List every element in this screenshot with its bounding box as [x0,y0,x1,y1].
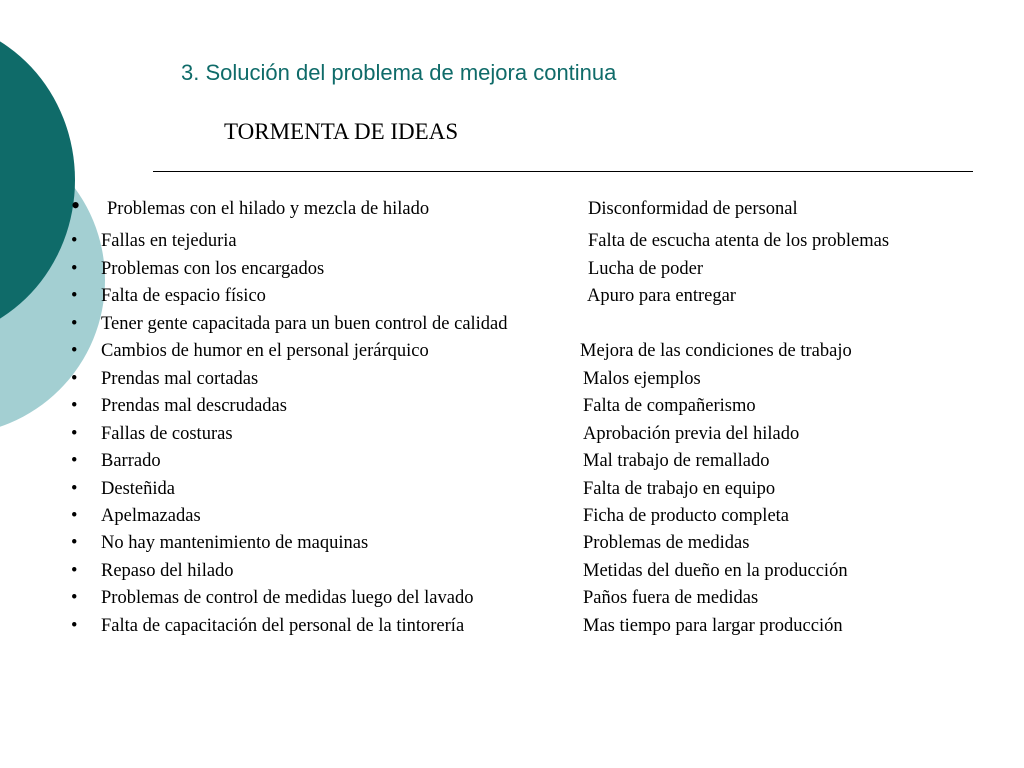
idea-right-text: Apuro para entregar [587,286,736,306]
slide-subtitle: TORMENTA DE IDEAS [224,119,459,144]
idea-left-text: Problemas de control de medidas luego del lavado [101,588,474,608]
bullet-icon: • [71,231,78,251]
bullet-icon: • [71,369,78,389]
idea-left-text: Prendas mal cortadas [101,369,259,389]
list-item [0,506,1024,533]
bullet-icon: • [71,424,78,444]
idea-right-text: Disconformidad de personal [588,199,798,219]
idea-right-text: Falta de trabajo en equipo [583,479,776,499]
bullet-icon: • [71,588,78,608]
bullet-icon: • [71,616,78,636]
idea-left-text: Apelmazadas [101,506,201,526]
idea-right-text: Mejora de las condiciones de trabajo [580,341,852,361]
idea-left-text: Prendas mal descrudadas [101,396,287,416]
idea-left-text: Problemas con el hilado y mezcla de hilado [107,199,430,219]
list-item [0,286,1024,313]
idea-left-text: Repaso del hilado [101,561,234,581]
list-item [0,616,1024,643]
bullet-icon: • [71,259,78,279]
list-item [0,231,1024,258]
idea-left-text: Desteñida [101,479,175,499]
list-item [0,191,1024,226]
idea-right-text: Ficha de producto completa [583,506,790,526]
idea-left-text: Fallas en tejeduria [101,231,237,251]
idea-right-text: Falta de escucha atenta de los problemas [588,231,890,251]
idea-left-text: Fallas de costuras [101,424,233,444]
bullet-icon: • [71,341,78,361]
idea-right-text: Falta de compañerismo [583,396,756,416]
bullet-icon: • [71,506,78,526]
idea-left-text: Falta de espacio físico [101,286,266,306]
idea-left-text: Falta de capacitación del personal de la tintorería [101,616,465,636]
idea-right-text: Lucha de poder [588,259,704,279]
idea-right-text: Aprobación previa del hilado [583,424,800,444]
bullet-icon: • [71,286,78,306]
idea-left-text: Problemas con los encargados [101,259,325,279]
list-item [0,588,1024,615]
list-item [0,479,1024,506]
list-item [0,396,1024,423]
list-item [0,424,1024,451]
bullet-icon: • [71,479,78,499]
bullet-icon: • [71,314,78,334]
idea-right-text: Mal trabajo de remallado [583,451,770,471]
bullet-icon: • [71,451,78,471]
horizontal-divider [153,171,973,172]
idea-left-text: Barrado [101,451,161,471]
list-item [0,451,1024,478]
idea-right-text: Paños fuera de medidas [583,588,759,608]
list-item [0,314,1024,341]
bullet-icon: • [71,533,78,553]
list-item [0,561,1024,588]
idea-right-text: Mas tiempo para largar producción [583,616,843,636]
idea-left-text: No hay mantenimiento de maquinas [101,533,369,553]
slide-title: 3. Solución del problema de mejora continua [181,60,617,85]
idea-left-text: Tener gente capacitada para un buen control de calidad [101,314,508,334]
list-item [0,533,1024,560]
list-item [0,341,1024,368]
list-item [0,259,1024,286]
idea-right-text: Metidas del dueño en la producción [583,561,848,581]
idea-left-text: Cambios de humor en el personal jerárquico [101,341,429,361]
idea-right-text: Problemas de medidas [583,533,750,553]
list-item [0,369,1024,396]
bullet-icon: • [71,561,78,581]
idea-right-text: Malos ejemplos [583,369,701,389]
bullet-icon: • [71,191,81,220]
bullet-icon: • [71,396,78,416]
